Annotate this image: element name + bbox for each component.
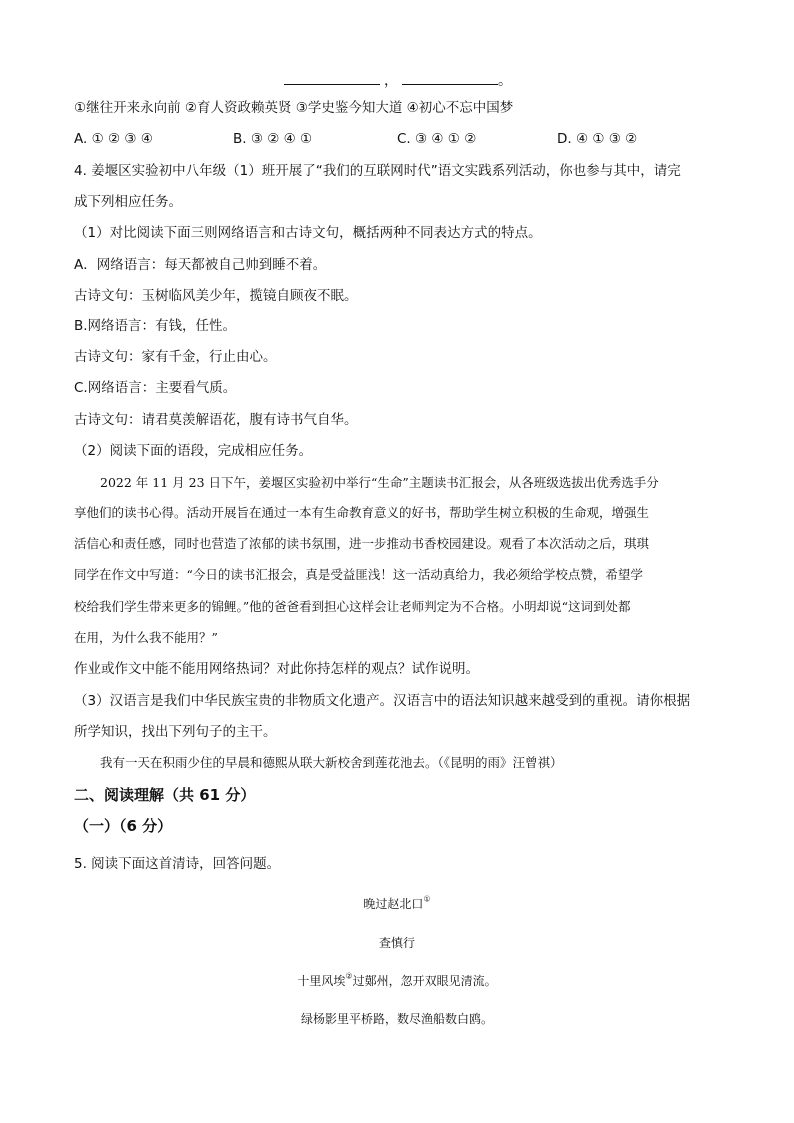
passage-line: 同学在作文中写道：“今日的读书汇报会，真是受益匪浅！这一活动真给力，我必须给学校点赞，希望学: [74, 567, 643, 582]
answer-blank-1[interactable]: [284, 72, 380, 85]
answer-blank-2[interactable]: [402, 72, 498, 85]
q3-option-c: C. ③ ④ ① ②: [397, 131, 477, 147]
q4-sub3-line2: 所学知识，找出下列句子的主干。: [74, 724, 277, 740]
q4-c-net: C.网络语言：主要看气质。: [74, 380, 237, 396]
q4-b-net: B.网络语言：有钱，任性。: [74, 318, 237, 334]
q3-items: ①继往开来永向前 ②育人资政赖英贤 ③学史鉴今知大道 ④初心不忘中国梦: [74, 100, 514, 116]
period: 。: [498, 73, 512, 89]
q5-prompt: 5. 阅读下面这首清诗，回答问题。: [74, 856, 281, 872]
passage-line: 活信心和责任感，同时也营造了浓郁的读书氛围，进一步推动书香校园建设。观看了本次活动之后，琪琪: [74, 536, 650, 551]
answer-blanks: [284, 70, 512, 90]
poem-line-2: 绿杨影里平桥路，数尽渔船数白鸥。: [300, 1012, 493, 1026]
poem-author: 查慎行: [378, 936, 415, 950]
q4-b-poem: 古诗文句：家有千金，行止由心。: [74, 349, 277, 365]
section2-title: 二、阅读理解（共 61 分）: [74, 786, 256, 804]
q4-task2: 作业或作文中能不能用网络热词？对此你持怎样的观点？试作说明。: [74, 661, 479, 677]
q3-option-d: D. ④ ① ③ ②: [557, 131, 638, 147]
passage-line: 享他们的读书心得。活动开展旨在通过一本有生命教育意义的好书，帮助学生树立积极的生命观，增强生: [74, 505, 650, 520]
q4-intro-line2: 成下列相应任务。: [74, 194, 182, 210]
footnote-1: ①: [423, 894, 431, 904]
q4-sub3-line1: （3）汉语言是我们中华民族宝贵的非物质文化遗产。汉语言中的语法知识越来越受到的重视。请你根据: [74, 693, 691, 709]
passage-line: 校给我们学生带来更多的锦鲤。”他的爸爸看到担心这样会让老师判定为不合格。小明却说“这词到处都: [74, 599, 631, 614]
q4-sub1: （1）对比阅读下面三则网络语言和古诗文句，概括两种不同表达方式的特点。: [74, 225, 542, 241]
q4-sentence: 我有一天在积雨少住的早晨和德熙从联大新校舍到莲花池去。（《昆明的雨》汪曾祺）: [100, 755, 563, 770]
q4-sub2: （2）阅读下面的语段，完成相应任务。: [74, 443, 313, 459]
q4-a-poem: 古诗文句：玉树临风美少年，揽镜自顾夜不眠。: [74, 288, 358, 304]
footnote-2: ②: [345, 971, 353, 981]
q4-intro-line1: 4. 姜堰区实验初中八年级（1）班开展了“我们的互联网时代”语文实践系列活动，你也参与其中，请完: [74, 163, 681, 179]
q3-option-a: A. ① ② ③ ④: [74, 131, 153, 147]
poem-line-1: 十里风埃②过鄚州，忽开双眼见清流。: [297, 971, 497, 988]
q4-c-poem: 古诗文句：请君莫羡解语花，腹有诗书气自华。: [74, 412, 358, 428]
q3-option-b: B. ③ ② ④ ①: [233, 131, 313, 147]
poem-title: 晚过赵北口①: [363, 894, 431, 911]
passage-line: 在用，为什么我不能用？”: [74, 630, 218, 645]
passage-line: 2022 年 11 月 23 日下午，姜堰区实验初中举行“生命”主题读书汇报会，从各班级选拔出优秀选手分: [100, 475, 659, 490]
comma: ，: [384, 73, 398, 89]
section2-part1: （一）（6 分）: [74, 817, 173, 835]
q4-a-net: A．网络语言：每天都被自己帅到睡不着。: [74, 257, 327, 273]
